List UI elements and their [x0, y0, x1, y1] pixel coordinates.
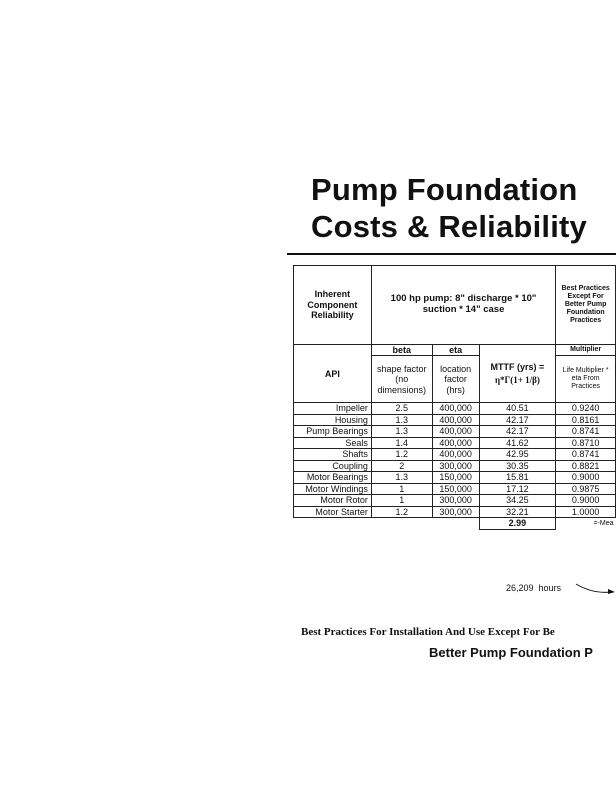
- table-row: [294, 426, 616, 438]
- component-name: Pump Bearings: [294, 426, 372, 438]
- hours-value: 26,209: [506, 583, 534, 593]
- total-row: [294, 518, 616, 530]
- component-name: Shafts: [294, 449, 372, 461]
- beta-value: 1.3: [371, 426, 432, 438]
- table-row: [294, 483, 616, 495]
- hours-readout: [506, 583, 561, 593]
- header-multiplier: Multiplier: [556, 345, 616, 356]
- beta-value: 1.2: [371, 449, 432, 461]
- multiplier-value: 0.9000: [556, 495, 616, 507]
- multiplier-value: 0.9000: [556, 472, 616, 484]
- mttf-value: 17.12: [479, 483, 556, 495]
- beta-value: 1: [371, 495, 432, 507]
- table-row: [294, 460, 616, 472]
- table-row: [294, 437, 616, 449]
- header-pump-description: 100 hp pump: 8" discharge * 10" suction * 14" case: [371, 266, 555, 345]
- header-best-practices: Best Practices Except For Better Pump Foundation Practices: [556, 266, 616, 345]
- mttf-value: 42.95: [479, 449, 556, 461]
- title-rule: [287, 253, 616, 255]
- header-eta-desc: location factor (hrs): [432, 356, 479, 403]
- table-row: [294, 472, 616, 484]
- multiplier-value: 0.8821: [556, 460, 616, 472]
- header-mttf: [479, 345, 556, 403]
- eta-value: 400,000: [432, 414, 479, 426]
- mttf-value: 30.35: [479, 460, 556, 472]
- mttf-value: 15.81: [479, 472, 556, 484]
- header-beta-desc: shape factor (no dimensions): [371, 356, 432, 403]
- arrow-icon: [575, 582, 616, 596]
- beta-value: 1.3: [371, 472, 432, 484]
- beta-value: 1.2: [371, 506, 432, 518]
- header-multiplier-desc: Life Multiplier * eta From Practices: [556, 356, 616, 403]
- eta-value: 400,000: [432, 449, 479, 461]
- multiplier-value: 0.8710: [556, 437, 616, 449]
- mttf-value: 32.21: [479, 506, 556, 518]
- eta-value: 300,000: [432, 495, 479, 507]
- page-title-line2: Costs & Reliability: [311, 209, 587, 244]
- header-eta: eta: [432, 345, 479, 356]
- mttf-value: 40.51: [479, 403, 556, 415]
- beta-value: 1: [371, 483, 432, 495]
- component-name: Housing: [294, 414, 372, 426]
- component-name: Motor Rotor: [294, 495, 372, 507]
- component-name: Coupling: [294, 460, 372, 472]
- reliability-table: [293, 265, 616, 530]
- eta-value: 300,000: [432, 506, 479, 518]
- header-mttf-label: MTTF (yrs) =: [490, 361, 545, 372]
- multiplier-value: 0.9875: [556, 483, 616, 495]
- mttf-value: 42.17: [479, 426, 556, 438]
- multiplier-value: 0.9240: [556, 403, 616, 415]
- table-row: [294, 403, 616, 415]
- hours-label: hours: [538, 583, 562, 593]
- multiplier-value: 1.0000: [556, 506, 616, 518]
- eta-value: 400,000: [432, 403, 479, 415]
- bottom-caption-line1: Best Practices For Installation And Use Except For Be: [301, 626, 555, 638]
- multiplier-value: 0.8741: [556, 426, 616, 438]
- beta-value: 1.3: [371, 414, 432, 426]
- component-name: Motor Windings: [294, 483, 372, 495]
- beta-value: 2.5: [371, 403, 432, 415]
- component-name: Motor Bearings: [294, 472, 372, 484]
- header-inherent-reliability: Inherent Component Reliability: [294, 266, 372, 345]
- page-title-line1: Pump Foundation: [311, 172, 578, 207]
- total-mttf: 2.99: [479, 518, 556, 530]
- table-row: [294, 449, 616, 461]
- bottom-caption-line2: Better Pump Foundation P: [429, 645, 593, 660]
- eta-value: 400,000: [432, 426, 479, 438]
- multiplier-value: 0.8161: [556, 414, 616, 426]
- eta-value: 150,000: [432, 472, 479, 484]
- component-name: Impeller: [294, 403, 372, 415]
- eta-value: 400,000: [432, 437, 479, 449]
- table-row: [294, 506, 616, 518]
- eta-value: 300,000: [432, 460, 479, 472]
- header-mttf-formula: η*Γ(1+ 1/β): [494, 375, 540, 386]
- header-api: API: [294, 345, 372, 403]
- component-name: Seals: [294, 437, 372, 449]
- multiplier-value: 0.8741: [556, 449, 616, 461]
- header-beta: beta: [371, 345, 432, 356]
- eta-value: 150,000: [432, 483, 479, 495]
- total-note: =-Mea: [593, 519, 614, 527]
- mttf-value: 41.62: [479, 437, 556, 449]
- table-row: [294, 495, 616, 507]
- beta-value: 1.4: [371, 437, 432, 449]
- component-name: Motor Starter: [294, 506, 372, 518]
- mttf-value: 42.17: [479, 414, 556, 426]
- mttf-value: 34.25: [479, 495, 556, 507]
- table-row: [294, 414, 616, 426]
- beta-value: 2: [371, 460, 432, 472]
